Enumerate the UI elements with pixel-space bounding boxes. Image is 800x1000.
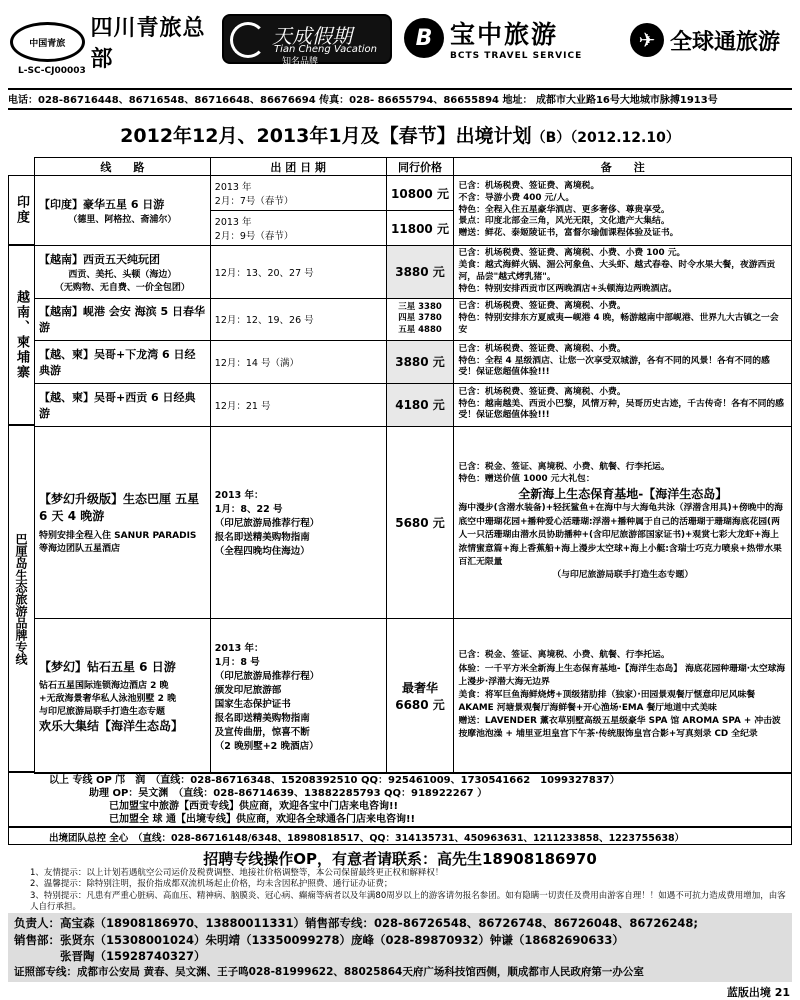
tiancheng-cn: 天成假期: [272, 24, 352, 48]
region-bali: 巴厘岛生态旅游品牌专线: [8, 425, 34, 772]
route-sub: 特别安排全程入住 SANUR PARADIS 等海边团队五星酒店: [39, 531, 197, 554]
notes-cell: 已含：机场税费、签证费、离境税。 不含：导游小费 400 元/人。 特色：全程入住五星豪华酒店、更多奢侈、尊贵享受。 景点：印度北部金三角，风光无限，文化遗产大集结。 赠送：鲜花、泰姬陵证书，富督尔瑜伽课程体验及证书。: [454, 176, 792, 246]
notes-cell: 已含：机场税费、签证费、离境税、小费。 特色：特别安排东方夏威夷—岘港 4 晚，畅游越南中部岘港、世界九大古镇之一会安: [454, 298, 792, 340]
route-title: 【越南】西贡五天纯玩团: [39, 252, 160, 266]
price-cell: 10800 元: [386, 176, 454, 211]
table-header: [35, 158, 792, 176]
route-title: 【印度】豪华五星 6 日游: [39, 198, 165, 211]
price-cell: 5680 元: [386, 426, 454, 618]
table-row: [35, 176, 792, 211]
route-sub: 西贡、美托、头顿（海边）: [68, 269, 177, 280]
notes-cell: 已含：机场税费、签证费、离境税、小费。 特色：越南越美、西贡小巴黎，风情万种，吴哥历史古迹，千古传奇！各有不同的感受！保证您超值体验!!!: [454, 383, 792, 426]
price-cell: 最奢华 6680 元: [386, 618, 454, 773]
route-cell: [35, 426, 211, 618]
table-row: [35, 426, 792, 618]
tip-line: 1、友情提示：以上计划若遇航空公司运价及税费调整、地接社价格调整等，本公司保留最终更正权和解释权！: [30, 868, 444, 878]
table-row: [35, 246, 792, 299]
staff-line: 销售部：张贤东（15308001024）朱明靖（13350099278）庞峰（028-89870932）钟谦（18682690633）: [14, 932, 624, 947]
notes-text: 已含：税金、签证、离境税、小费、航餐、行李托运。 特色：赠送价值 1000 元大礼包：: [458, 462, 670, 484]
tiancheng-sub: 知名品牌: [282, 57, 319, 67]
tip-line: 2、温馨提示：除特别注明，报价指成都双流机场起止价格，均未含因私护照费、通行证办证费；: [30, 879, 393, 890]
itinerary-table: [34, 157, 792, 774]
dates-cell: 12月：21 号: [210, 383, 386, 426]
date-line: 2013 年: [214, 217, 252, 228]
route-cell: [35, 618, 211, 773]
title-main: 2012年12月、2013年1月及【春节】出境计划: [120, 125, 532, 147]
airplane-icon: ✈: [630, 23, 664, 57]
date-line: 2013 年: [214, 182, 252, 193]
route-cell: [35, 246, 211, 299]
staff-line: 张晋陶（15928740327）: [14, 949, 206, 964]
op-line: 已加盟全 球 通【出境专线】供应商，欢迎各全球通各门店来电咨询!!: [109, 814, 416, 825]
price-cell: 3880 元: [386, 340, 454, 383]
dates-cell: [210, 176, 386, 211]
cyts-logo: [10, 16, 215, 76]
route-sub: （德里、阿格拉、斋浦尔）: [68, 215, 177, 225]
notes-cell: 已含：机场税费、签证费、离境税、小费、小费 100 元。 美食：越式海鲜火锅、湄公河象鱼、大头虾、越式春卷、时令水果大餐，夜游西贡河，品尝"越式烤乳猪"。 特色：特别安排西贡市区两晚酒店+头顿海边两晚酒店。: [454, 246, 792, 299]
date-line: 2月：7号（春节）: [214, 196, 294, 207]
tiancheng-mark-icon: [230, 22, 266, 58]
tip-line: 3、特别提示：凡患有严重心脏病、高血压、精神病、脑膜炎、冠心病、癫痫等病者以及年满80周岁以上的游客请勿报名参团。如有隐瞒一切责任及费用由游客自理！！如遇不可抗力造成费用增加，由客人自行承担。: [30, 890, 786, 913]
region-india: 印度: [8, 175, 34, 245]
tiancheng-en: Tian Cheng Vacation: [274, 44, 377, 55]
staff-block: [8, 913, 792, 982]
price-cell: 三星 3380 四星 3780 五星 4880: [386, 298, 454, 340]
notes-cell: 已含：税金、签证、离境税、小费、航餐、行李托运。 体验：一千平方米全新海上生态保育基地-【海洋生态岛】 海底花园种珊瑚·太空球海上漫步·浮潜大海无边界 美食：将军巨鱼海鲜烧烤+顶级猪肋排（独家）·田园景观餐厅惬意印尼风味餐 AKAME 河塘景观餐厅海鲜餐+开心渔场·EMA 餐厅地道中式美味 赠送：LAVENDER 薰衣草别墅高级五星级豪华 SPA 馆 AROMA SPA + 冲击波按摩池泡澡 + 埔里亚坦皇宫下午茶·传统服饰皇宫合影+写真刻录 CD 全纪录: [454, 618, 792, 773]
price-cell: 3880 元: [386, 246, 454, 299]
divider: [8, 88, 792, 90]
header: [0, 0, 800, 88]
route-sub: 钻石五星国际连锁海边酒店 2 晚 +无敌海景奢华私人泳池别墅 2 晚 与印尼旅游局联手打造生态专题: [39, 680, 177, 717]
region-vietnam: 越南、柬埔寨: [8, 245, 34, 425]
bcts-mark-icon: B: [404, 18, 444, 58]
route-title: 【梦幻】钻石五星 6 日游: [39, 659, 176, 674]
global-travel-logo: [630, 16, 795, 64]
date-line: 2月：9号（春节）: [214, 231, 294, 242]
global-travel-name: 全球通旅游: [670, 29, 781, 55]
price-cell: 11800 元: [386, 211, 454, 246]
col-price: 同行价格: [386, 158, 454, 176]
page-footer: 蓝版出境 21: [726, 986, 790, 999]
route-title: 【梦幻升级版】生态巴厘 五星 6 天 4 晚游: [39, 492, 200, 523]
table-row: [35, 298, 792, 340]
op-contact-box: [8, 772, 792, 827]
bali-detail: 海中漫步(含潜水装备)+轻抚鲨鱼+在海中与大海龟共泳（浮潜含用具)+傍晚中的海底空中珊瑚花园+播种爱心活珊瑚:浮潜+播种属于自己的活珊瑚于珊瑚海底花园(两人一只活珊瑚由潜水员协助播种+(含印尼旅游部国家证书)+观赏七彩大龙虾+海上浓情蜜意篇+海上香蕉船+海上漫步太空球+海上小艇:含瑞士巧克力喷泉+热带水果百汇无限量: [458, 502, 783, 568]
table-row: [35, 340, 792, 383]
col-route: 线 路: [35, 158, 211, 176]
bcts-en: BCTS TRAVEL SERVICE: [450, 51, 583, 61]
col-notes: 备 注: [454, 158, 792, 176]
dates-cell: 2013 年： 1月：8 号 （印尼旅游局推荐行程） 颁发印尼旅游部 国家生态保护证书 报名即送精美购物指南 及宣传曲册，惊喜不断 （2 晚别墅+2 晚酒店）: [210, 618, 386, 773]
staff-line: 证照部专线：成都市公安局 黄春、吴文渊、王子鸣028-81999622、88025864天府广场科技馆西侧，顺成都市人民政府第一办公室: [14, 966, 644, 979]
bcts-cn: 宝中旅游: [450, 20, 559, 49]
op-line: 已加盟宝中旅游【西贡专线】供应商，欢迎各宝中门店来电咨询!!: [109, 801, 399, 812]
license-number: L-SC-CJ00003: [18, 66, 86, 76]
route-cell: 【越、柬】吴哥+西贡 6 日经典游: [35, 383, 211, 426]
op-line: 助理 OP：吴文渊 （直线：028-86714639、13882285793 QQ：918922267 ）: [89, 788, 488, 799]
tips-block: [30, 868, 790, 914]
op-line: 以上 专线 OP 邝 润 （直线：028-86716348、15208392510 QQ：925461009、1730541662 1099327837）: [49, 775, 620, 786]
divider: [8, 108, 792, 110]
contact-line: 电话：028-86716448、86716548、86716648、86676694 传真：028- 86655794、86655894 地址： 成都市大业路16号大地城市脉搏1913号: [8, 95, 718, 106]
dates-cell: 2013 年： 1月：8、22 号 （印尼旅游局推荐行程） 报名即送精美购物指南 （全程四晚均住海边）: [210, 426, 386, 618]
group-control-box: 出境团队总控 全心 （直线：028-86716148/6348、18980818517、QQ：314135731、450963631、1211233858、1223755638）: [8, 827, 792, 845]
dates-cell: 12月：13、20、27 号: [210, 246, 386, 299]
recruit-line: 招聘专线操作OP，有意者请联系：高先生18908186970: [203, 850, 597, 868]
route-cell: 【越、柬】吴哥+下龙湾 6 日经典游: [35, 340, 211, 383]
dates-cell: 12月：14 号（满）: [210, 340, 386, 383]
staff-line: 负责人：高宝森（18908186970、13880011331）销售部专线：028-86726548、86726748、86726048、86726248;: [14, 916, 698, 930]
notes-cell: [454, 426, 792, 618]
route-cell: 【越南】岘港 会安 海滨 5 日春华游: [35, 298, 211, 340]
page-title: [0, 121, 800, 148]
table-row: [35, 618, 792, 773]
tiancheng-logo: [222, 14, 392, 67]
col-dates: 出 团 日 期: [210, 158, 386, 176]
route-cell: [35, 176, 211, 246]
dates-cell: 12月：12、19、26 号: [210, 298, 386, 340]
route-sub: 欢乐大集结【海洋生态岛】: [39, 718, 184, 733]
price-cell: 4180 元: [386, 383, 454, 426]
bali-highlight: 全新海上生态保育基地-【海洋生态岛】: [518, 486, 728, 501]
route-sub: （无购物、无自费、一价全包团）: [54, 282, 190, 293]
table-row: [35, 383, 792, 426]
dates-cell: [210, 211, 386, 246]
cyts-name: 四川青旅总部: [90, 16, 206, 72]
cyts-emblem-icon: 中国青旅: [10, 22, 85, 62]
bali-footer: （与印尼旅游局联手打造生态专题）: [552, 570, 694, 581]
notes-cell: 已含：机场税费、签证费、离境税、小费。 特色：全程 4 星级酒店、让您一次享受双城游，各有不同的风景！各有不同的感受！保证您超值体验!!!: [454, 340, 792, 383]
title-suffix: （B）（2012.12.10）: [531, 130, 680, 146]
bcts-logo: [404, 14, 604, 62]
